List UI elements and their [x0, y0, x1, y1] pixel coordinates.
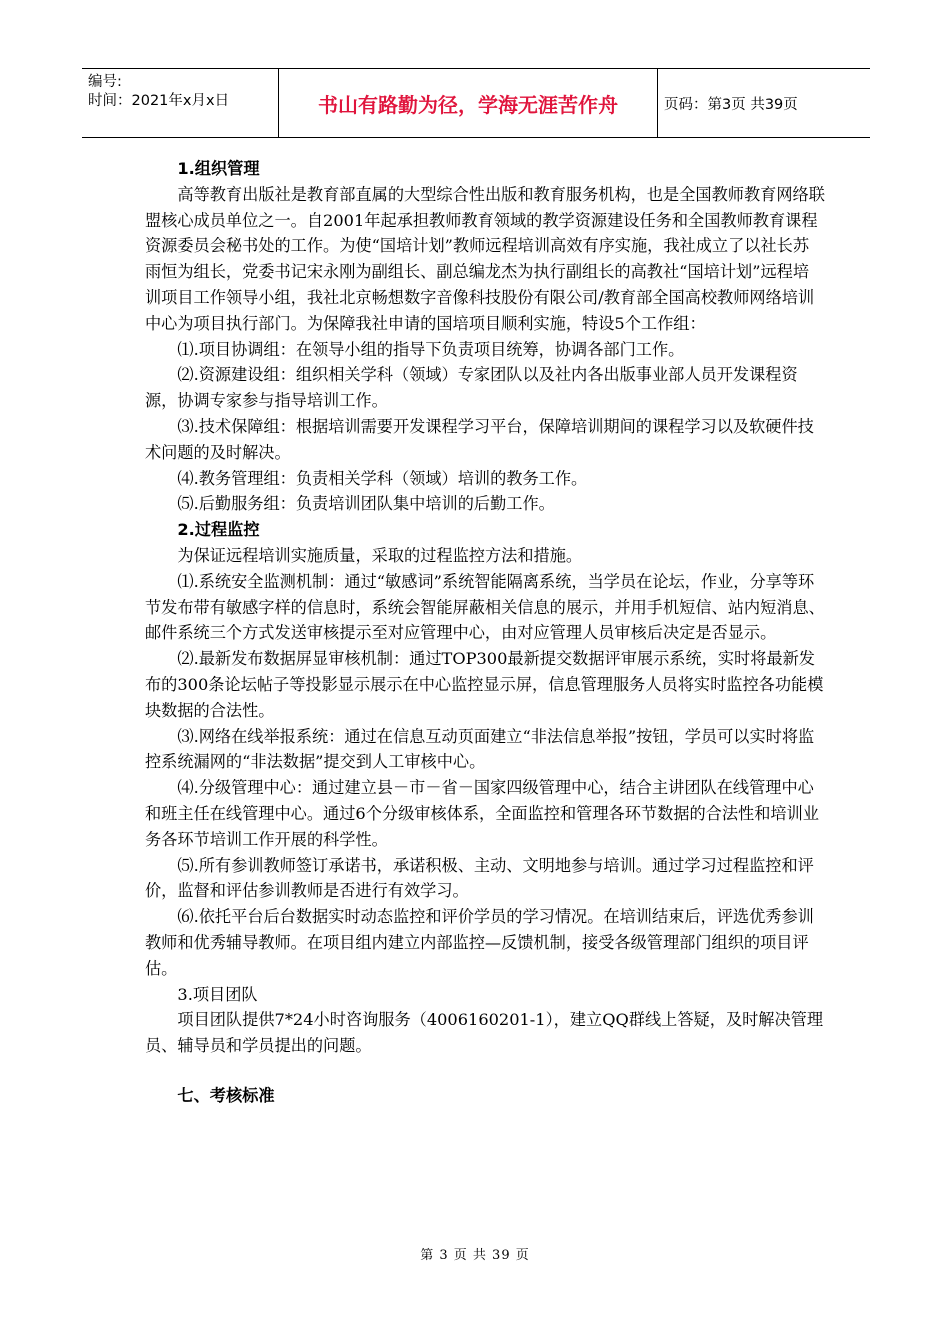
section-2-item: ⑶.网络在线举报系统：通过在信息互动页面建立“非法信息举报”按钮，学员可以实时将监控系统漏网的“非法数据”提交到人工审核中心。 [145, 726, 815, 772]
page-header [82, 68, 870, 138]
section-2-title: 2.过程监控 [177, 520, 260, 540]
section-1-item: ⑵.资源建设组：组织相关学科（领域）专家团队以及社内各出版事业部人员开发课程资源，协调专家参与指导培训工作。 [145, 365, 798, 411]
section-7-title: 七、考核标准 [177, 1085, 275, 1105]
section-2-item: ⑸.所有参训教师签订承诺书，承诺积极、主动、文明地参与培训。通过学习过程监控和评价，监督和评估参训教师是否进行有效学习。 [145, 855, 814, 901]
header-motto: 书山有路勤为径，学海无涯苦作舟 [278, 69, 658, 137]
section-1-item: ⑸.后勤服务组：负责培训团队集中培训的后勤工作。 [177, 494, 555, 514]
section-1-intro: 高等教育出版社是教育部直属的大型综合性出版和教育服务机构，也是全国教师教育网络联盟核心成员单位之一。自2001年起承担教师教育领域的教学资源建设任务和全国教师教育课程资源委员会秘书处的工作。为使“国培计划”教师远程培训高效有序实施，我社成立了以社长苏雨恒为组长，党委书记宋永刚为副组长、副总编龙杰为执行副组长的高教社“国培计划”远程培训项目工作领导小组，我社北京畅想数字音像科技股份有限公司/教育部全国高校教师网络培训中心为项目执行部门。为保障我社申请的国培项目顺利实施，特设5个工作组： [145, 184, 825, 333]
number-label: 编号: [88, 74, 122, 90]
section-3-text: 项目团队提供7*24小时咨询服务（4006160201-1），建立QQ群线上答疑，及时解决管理员、辅导员和学员提出的问题。 [145, 1010, 824, 1056]
section-1-item: ⑶.技术保障组：根据培训需要开发课程学习平台，保障培训期间的课程学习以及软硬件技术问题的及时解决。 [145, 416, 814, 462]
time-label: 时间：2021年x月x日 [88, 93, 230, 109]
header-meta [82, 69, 276, 137]
header-page-info: 页码：第3页 共39页 [664, 96, 798, 113]
page-footer: 第 3 页 共 39 页 [420, 1248, 530, 1263]
document-body [145, 156, 825, 1109]
section-2-item: ⑹.依托平台后台数据实时动态监控和评价学员的学习情况。在培训结束后，评选优秀参训教师和优秀辅导教师。在项目组内建立内部监控—反馈机制，接受各级管理部门组织的项目评估。 [145, 907, 814, 978]
section-3-title: 3.项目团队 [177, 984, 258, 1004]
section-1-item: ⑷.教务管理组：负责相关学科（领域）培训的教务工作。 [177, 468, 588, 488]
section-1-title: 1.组织管理 [177, 159, 260, 178]
section-2-item: ⑷.分级管理中心：通过建立县－市－省－国家四级管理中心，结合主讲团队在线管理中心和班主任在线管理中心。通过6个分级审核体系，全面监控和管理各环节数据的合法性和培训业务各环节培训工作开展的科学性。 [145, 778, 819, 849]
section-2-item: ⑴.系统安全监测机制：通过“敏感词”系统智能隔离系统，当学员在论坛，作业，分享等环节发布带有敏感字样的信息时，系统会智能屏蔽相关信息的展示，并用手机短信、站内短消息、邮件系统三个方式发送审核提示至对应管理中心，由对应管理人员审核后决定是否显示。 [145, 571, 825, 643]
section-2-intro: 为保证远程培训实施质量，采取的过程监控方法和措施。 [177, 545, 583, 565]
section-1-item: ⑴.项目协调组：在领导小组的指导下负责项目统筹，协调各部门工作。 [177, 339, 685, 359]
section-2-item: ⑵.最新发布数据屏显审核机制：通过TOP300最新提交数据评审展示系统，实时将最新发布的300条论坛帖子等投影显示展示在中心监控显示屏，信息管理服务人员将实时监控各功能模块数据的合法性。 [145, 649, 824, 720]
